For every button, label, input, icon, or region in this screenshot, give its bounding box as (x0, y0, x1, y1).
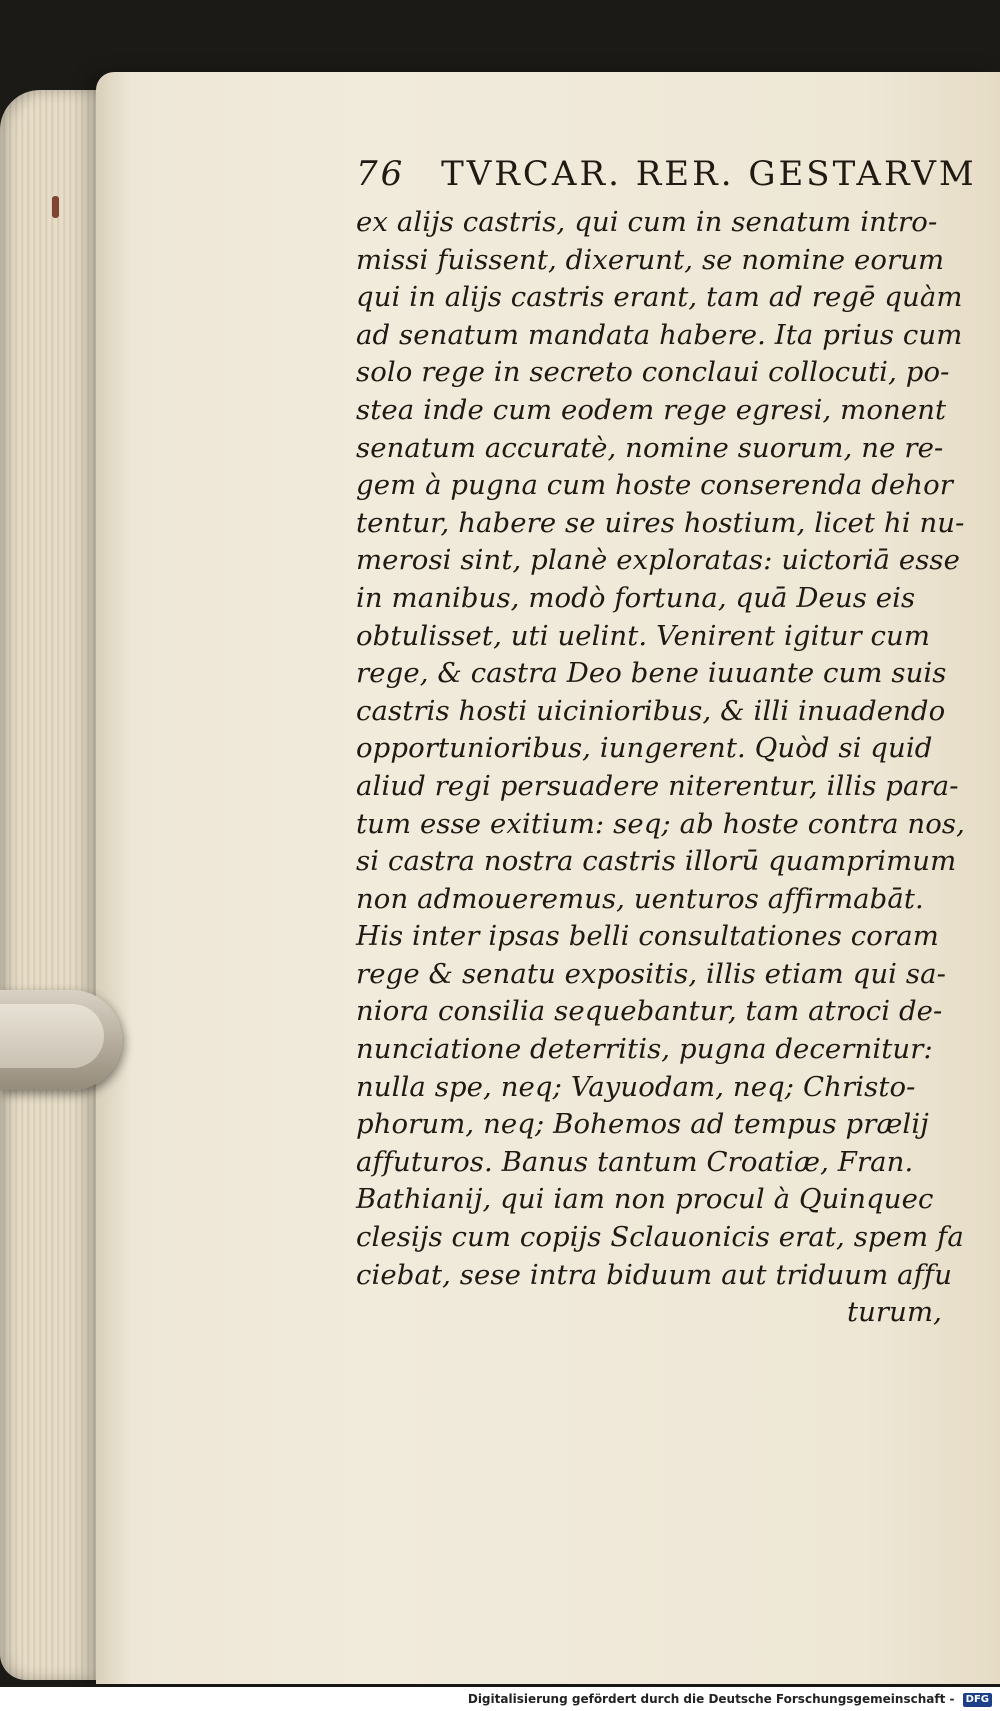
text-line: tum esse exitium: seq; ab hoste contra nos, (356, 807, 965, 840)
running-header (356, 154, 977, 202)
text-line: rege, & castra Deo bene iuuante cum suis (356, 657, 947, 690)
text-line: niora consilia sequebantur, tam atroci de- (356, 995, 943, 1028)
text-line: qui in aliјs castris erant, tam ad regē quàm (356, 281, 963, 314)
page-edges (0, 90, 110, 1680)
text-line: ad senatum mandata habere. Ita prius cum (356, 318, 963, 351)
text-line: ciebat, sese intra biduum aut triduum affu (356, 1258, 953, 1291)
text-line: castris hosti uicinioribus, & illi inuadendo (356, 694, 946, 727)
text-line: rege & senatu expositis, illis etiam qui sa- (356, 957, 946, 990)
text-line: Bathianij, qui iam non procul à Quinquec (356, 1183, 934, 1216)
page-clip-inner (0, 1004, 104, 1068)
catchword: turum, (846, 1296, 942, 1329)
page-clip (0, 990, 122, 1090)
credit-text: Digitalisierung gefördert durch die Deutsche Forschungsgemeinschaft - (467, 1692, 955, 1706)
text-line: in manibus, modò fortuna, quā Deus eis (356, 581, 916, 614)
dfg-logo: DFG (963, 1693, 992, 1707)
text-line: si castra nostra castris illorū quamprimum (356, 845, 957, 878)
text-line: clesijs cum copijs Sclauonicis erat, spem fa (356, 1221, 964, 1254)
digitization-credit (0, 1687, 1000, 1711)
running-title: TVRCAR. RER. GESTARVM (441, 154, 977, 194)
text-line: ex aliјs castris, qui cum in senatum intro- (356, 206, 938, 238)
text-line: nunciatione deterritis, pugna decernitur: (356, 1033, 933, 1066)
text-line: affuturos. Banus tantum Croatiæ, Fran. (356, 1145, 914, 1178)
text-line: solo rege in secreto conclaui collocuti, po- (356, 356, 950, 389)
text-line: phorum, neq; Bohemos ad tempus prælij (356, 1108, 929, 1141)
text-line: opportunioribus, iungerent. Quòd si quid (356, 732, 933, 765)
text-line: nulla spe, neq; Vayuodam, neq; Christo- (356, 1070, 916, 1103)
text-line: stea inde cum eodem rege egresi, monent (356, 393, 947, 426)
ink-mark (52, 196, 59, 218)
text-line: obtulisset, uti uelint. Venirent igitur cum (356, 619, 931, 652)
text-line: gem à pugna cum hoste conserenda dehor (356, 469, 953, 502)
text-line: merosi sint, planè exploratas: uictoriā esse (356, 544, 960, 577)
text-line: non admoueremus, uenturos affirmabāt. (356, 882, 924, 915)
text-line: tentur, habere se uires hostium, licet hi nu- (356, 506, 965, 539)
page-number: 76 (356, 154, 406, 194)
text-line: His inter ipsas belli consultationes coram (356, 920, 939, 953)
text-line: senatum accuratè, nomine suorum, ne re- (356, 431, 944, 464)
text-line: missi fuissent, dixerunt, se nomine eorum (356, 243, 945, 276)
text-line: aliud regi persuadere niterentur, illis para- (356, 769, 959, 802)
body-text (356, 204, 966, 1332)
